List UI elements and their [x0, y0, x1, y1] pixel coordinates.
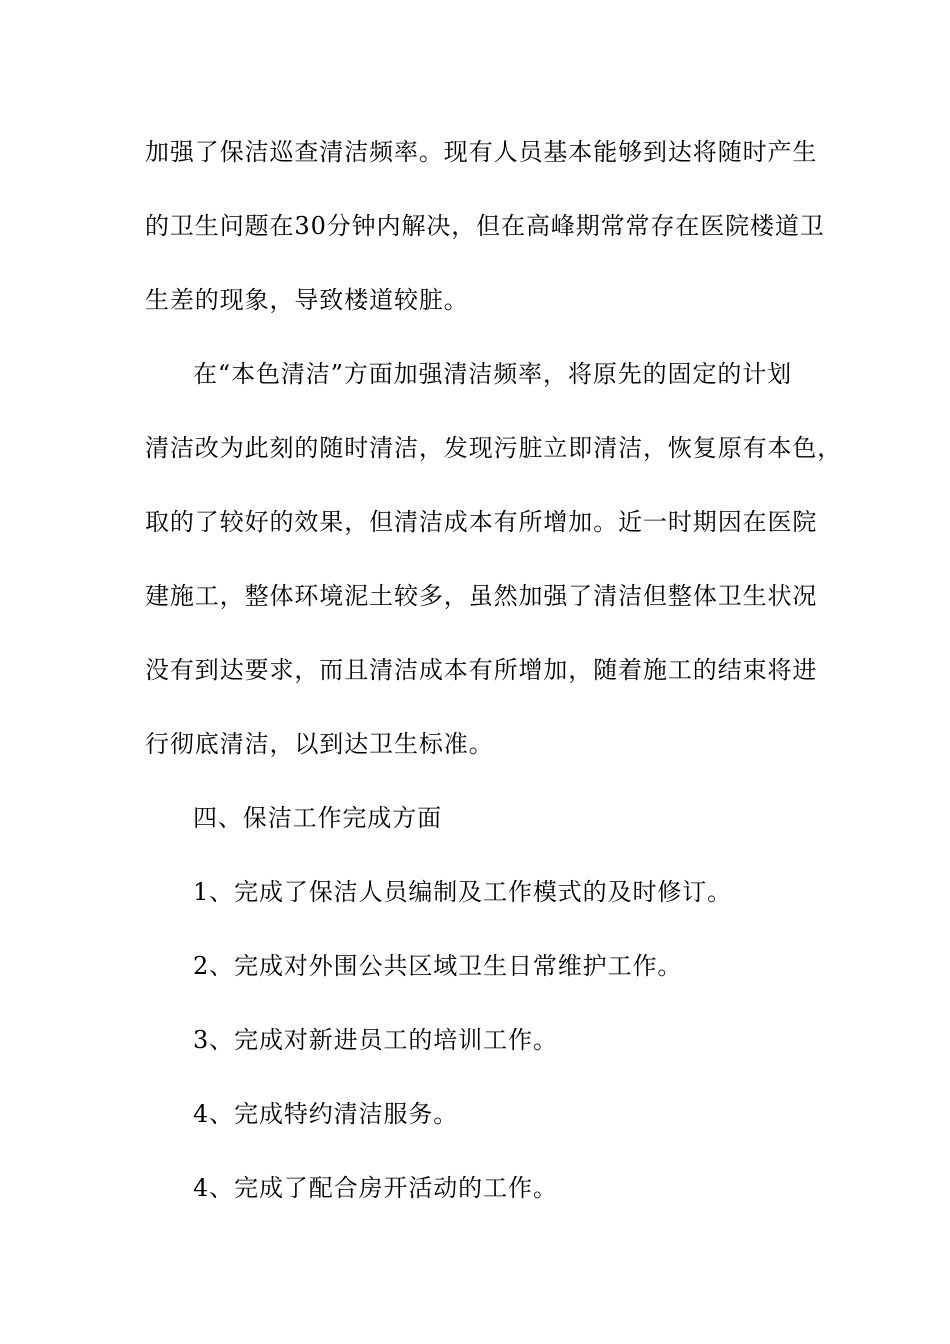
paragraph-line: 加强了保洁巡查清洁频率。现有人员基本能够到达将随时产生	[145, 138, 818, 166]
paragraph-line: 取的了较好的效果，但清洁成本有所增加。近一时期因在医院	[145, 508, 818, 536]
paragraph-line: 的卫生问题在30分钟内解决，但在高峰期常常存在医院楼道卫	[145, 212, 825, 240]
paragraph-line: 生差的现象，导致楼道较脏。	[145, 286, 469, 314]
list-item: 3、完成对新进员工的培训工作。	[193, 1026, 558, 1054]
list-item: 4、完成特约清洁服务。	[193, 1100, 459, 1128]
paragraph-line: 没有到达要求，而且清洁成本有所增加，随着施工的结束将进	[145, 656, 818, 684]
paragraph-line: 建施工，整体环境泥土较多，虽然加强了清洁但整体卫生状况	[145, 582, 818, 610]
paragraph-line: 清洁改为此刻的随时清洁，发现污脏立即清洁，恢复原有本色，	[145, 434, 843, 462]
section-heading: 四、保洁工作完成方面	[193, 804, 442, 832]
list-item: 1、完成了保洁人员编制及工作模式的及时修订。	[193, 878, 733, 906]
list-item: 4、完成了配合房开活动的工作。	[193, 1174, 558, 1202]
list-item: 2、完成对外围公共区域卫生日常维护工作。	[193, 952, 683, 980]
paragraph-line: 在“本色清洁”方面加强清洁频率，将原先的固定的计划	[193, 360, 793, 388]
paragraph-line: 行彻底清洁，以到达卫生标准。	[145, 730, 494, 758]
